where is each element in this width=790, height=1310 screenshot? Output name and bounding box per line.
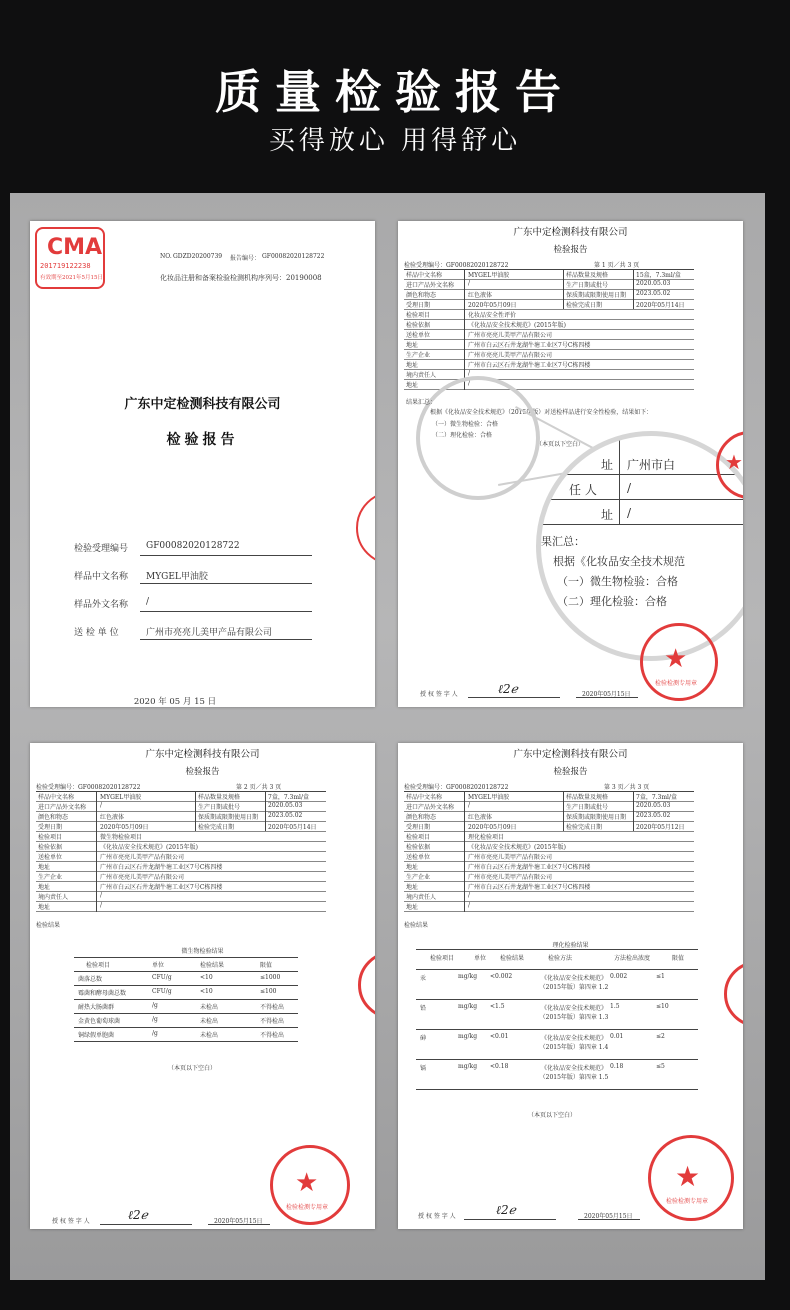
info-row-label: 地址 <box>406 864 419 871</box>
table-cell: 《化妆品安全技术规范》（2015年版）第四章 1.4 <box>539 1035 609 1051</box>
magnifier-large-circle <box>536 431 743 661</box>
table-header-cell: 单位 <box>152 962 165 969</box>
table-cell: <0.01 <box>490 1033 509 1040</box>
table-cell: ≤1000 <box>260 974 281 981</box>
info-row-value: 2020年05月09日 <box>468 824 517 831</box>
table-cell: 耐热大肠菌群 <box>78 1004 115 1011</box>
info-row-value: 广州市亮亮儿美甲产品有限公司 <box>468 332 553 339</box>
cover-field-underline <box>140 611 312 612</box>
info-row-value: 广州市白云区石井龙湖牛塘工业区7号C栋四楼 <box>468 884 591 891</box>
page3-results-label: 检验结果 <box>404 922 429 929</box>
info-row-label2: 生产日期或批号 <box>198 804 241 811</box>
info-row-label: 进口产品外文名称 <box>406 804 455 811</box>
page-subtitle: 买得放心 用得舒心 <box>268 126 522 156</box>
page1-accept-no: 检验受理编号：GF000820201287​22 <box>404 262 509 269</box>
page2-report-title: 检验报告 <box>185 767 220 777</box>
page1-signature: ℓ2ℯ <box>498 682 518 696</box>
info-row-value: 化妆品安全性评价 <box>468 312 517 319</box>
edge-stamp-icon <box>358 951 375 1019</box>
cover-company: 广东中定检测科技有限公司 <box>124 397 281 412</box>
page2-table-title: 微生物检验结果 <box>181 948 224 955</box>
page1-company: 广东中定检测科技有限公司 <box>513 227 628 238</box>
table-cell: 《化妆品安全技术规范》（2015年版）第四章 1.3 <box>539 1005 609 1021</box>
cma-number: 201719122238 <box>40 262 91 270</box>
info-row-value: 红色液体 <box>468 814 493 821</box>
info-row-label: 进口产品外文名称 <box>406 282 455 289</box>
results-table-line <box>416 1059 698 1060</box>
table-cell: <0.18 <box>490 1063 509 1070</box>
info-row-line <box>404 379 694 380</box>
results-table-line <box>416 969 698 970</box>
page2-accept-no: 检验受理编号：GF000820201287​22 <box>36 784 141 791</box>
table-cell: 金黄色葡萄球菌 <box>78 1018 121 1025</box>
info-col-line <box>633 269 634 309</box>
info-row-value: / <box>100 802 103 809</box>
page1-summary-text: 根据《化妆品安全技术规范》（2015年版）对送检样品进行安全性检验，结果如下： <box>430 409 653 416</box>
page1-summary-item1: （一）微生物检验：合格 <box>432 421 499 428</box>
cover-field-label: 送 检 单 位 <box>74 628 119 638</box>
info-col-line <box>195 791 196 831</box>
cover-field-value: 广州市亮亮儿美甲产品有限公司 <box>146 628 273 638</box>
info-row-label: 送检单位 <box>406 854 431 861</box>
page3-report-title: 检验报告 <box>553 767 588 777</box>
info-row-label: 受理日期 <box>38 824 63 831</box>
table-cell: /g <box>152 1030 158 1037</box>
info-row-label: 送检单位 <box>406 332 431 339</box>
info-col-line <box>563 791 564 831</box>
table-cell: 不得检出 <box>260 1004 285 1011</box>
info-row-label2: 检验完成日期 <box>566 824 603 831</box>
info-row-label2: 保质期或限期使用日期 <box>566 814 627 821</box>
magnifier-row-line <box>541 499 743 500</box>
info-row-label: 地址 <box>406 342 419 349</box>
info-row-value: 广州市亮亮儿美甲产品有限公司 <box>468 854 553 861</box>
table-cell: 0.18 <box>610 1063 624 1070</box>
table-cell: /g <box>152 1002 158 1009</box>
info-row-value: 广州市白云区石井龙湖牛塘工业区7号C栋四楼 <box>100 884 223 891</box>
info-row-value2: 7盒，7.3ml/盒 <box>268 794 309 801</box>
info-row-line <box>404 369 694 370</box>
stamp-sub-text: 检验检测专用章 <box>286 1204 329 1211</box>
info-row-value2: 2023.05.02 <box>636 290 671 297</box>
info-col-line <box>265 791 266 831</box>
table-header-cell: 限值 <box>260 962 273 969</box>
info-row-label: 检验项目 <box>406 834 431 841</box>
cover-registry-line: 化妆品注册和备案检验检测机构序列号：20190008 <box>160 274 322 282</box>
info-row-value: 红色液体 <box>100 814 125 821</box>
magnifier-summary-text: 根据《化妆品安全技术规范 <box>553 555 685 568</box>
table-cell: mg/kg <box>458 973 478 980</box>
info-row-value: 广州市白云区石井龙湖牛塘工业区7号C栋四楼 <box>100 864 223 871</box>
report-page-1 <box>398 221 743 707</box>
info-row-label2: 样品数量及规格 <box>566 272 609 279</box>
page2-date: 2020年05月15日 <box>214 1218 263 1225</box>
info-row-value: / <box>468 380 471 387</box>
info-row-value2: 2020年05月14日 <box>268 824 317 831</box>
info-row-label: 送检单位 <box>38 854 63 861</box>
table-cell: <1.5 <box>490 1003 505 1010</box>
table-cell: 不得检出 <box>260 1032 285 1039</box>
info-row-value: 理化检验项目 <box>468 834 505 841</box>
page3-accept-no: 检验受理编号：GF000820201287​22 <box>404 784 509 791</box>
page1-date: 2020年05月15日 <box>582 691 631 698</box>
info-row-value: MYGEL甲油胶 <box>468 272 510 279</box>
cover-report-no-label: 报告编号： <box>230 255 261 262</box>
info-row-value2: 2023.05.02 <box>636 812 671 819</box>
signer-underline <box>468 697 560 698</box>
page1-blank-note: （本页以下空白） <box>536 441 585 448</box>
magnifier-person-label: 任 人 <box>569 483 597 497</box>
info-row-label: 地址 <box>38 864 51 871</box>
report-cover-page <box>30 221 375 707</box>
table-cell: 镉 <box>420 1065 427 1072</box>
info-row-value: 广州市白云区石井龙湖牛塘工业区7号C栋四楼 <box>468 362 591 369</box>
info-row-line <box>404 911 694 912</box>
page2-blank-note: （本页以下空白） <box>168 1065 217 1072</box>
info-row-value: 《化妆品安全技术规范》(2015年版) <box>468 844 566 851</box>
table-cell: 砷 <box>420 1035 427 1042</box>
results-table-line <box>74 1013 298 1014</box>
info-row-line <box>404 831 694 832</box>
info-row-label2: 检验完成日期 <box>198 824 235 831</box>
stamp-star-icon: ★ <box>675 1160 701 1193</box>
table-cell: ≤100 <box>260 988 277 995</box>
info-row-value: 广州市亮亮儿美甲产品有限公司 <box>100 854 185 861</box>
info-row-line <box>36 891 326 892</box>
info-row-line <box>404 891 694 892</box>
cover-field-value: / <box>146 597 150 607</box>
stamp-star-icon: ★ <box>664 644 688 674</box>
stamp-sub-text: 检验检测专用章 <box>655 680 698 687</box>
table-cell: 菌落总数 <box>78 976 103 983</box>
table-header-cell: 检验结果 <box>499 955 524 962</box>
magnifier-person-value: / <box>627 481 632 495</box>
results-table-line <box>74 1027 298 1028</box>
info-row-value2: 2020年05月12日 <box>636 824 685 831</box>
results-table-line <box>416 999 698 1000</box>
info-row-value: 广州市亮亮儿美甲产品有限公司 <box>468 874 553 881</box>
table-cell: ≤2 <box>656 1033 665 1040</box>
company-stamp-icon <box>270 1145 350 1225</box>
info-row-label: 受理日期 <box>406 302 431 309</box>
cover-date: 2020 年 05 月 15 日 <box>133 697 217 707</box>
date-underline <box>576 697 638 698</box>
signer-underline <box>464 1219 556 1220</box>
info-row-label2: 样品数量及规格 <box>198 794 241 801</box>
signer-underline <box>100 1224 192 1225</box>
table-cell: 汞 <box>420 975 427 982</box>
cover-field-value: GF000820201287​22 <box>146 541 240 551</box>
table-header-cell: 检验方法 <box>547 955 572 962</box>
company-stamp-icon <box>356 491 375 565</box>
info-row-label: 境内责任人 <box>38 894 69 901</box>
table-cell: CFU/g <box>152 974 172 981</box>
results-table-line <box>74 971 298 972</box>
info-row-line <box>36 901 326 902</box>
edge-stamp-icon <box>724 961 743 1027</box>
page1-summary-head: 结果汇总： <box>406 399 437 406</box>
info-row-line <box>36 831 326 832</box>
info-row-value: 2020年05月09日 <box>468 302 517 309</box>
table-header-cell: 检验结果 <box>200 962 225 969</box>
info-row-label: 颜色和物态 <box>38 814 69 821</box>
table-header-cell: 方法检出浓度 <box>613 955 650 962</box>
magnifier-item1: （一）微生物检验：合格 <box>557 575 678 588</box>
info-row-label: 地址 <box>38 884 51 891</box>
cover-field-label: 样品外文名称 <box>74 600 129 610</box>
cover-report-no-value: GF000820201287​22 <box>262 253 325 260</box>
info-row-value: / <box>100 902 103 909</box>
magnifier-addr-value: 广州市白 <box>627 458 676 472</box>
page2-company: 广东中定检测科技有限公司 <box>145 749 260 760</box>
table-cell: 0.002 <box>610 973 628 980</box>
page2-page-no: 第 2 页／共 3 页 <box>236 784 282 791</box>
cover-no-label: NO. <box>160 253 172 260</box>
info-row-label: 样品中文名称 <box>406 272 443 279</box>
cover-field-underline <box>140 583 312 584</box>
results-table-line <box>74 1041 298 1042</box>
info-row-label2: 生产日期或批号 <box>566 282 609 289</box>
table-header-cell: 限值 <box>671 955 684 962</box>
info-row-label2: 保质期或限期使用日期 <box>198 814 259 821</box>
table-cell: <10 <box>200 974 213 981</box>
info-row-value: / <box>468 892 471 899</box>
table-cell: 未检出 <box>200 1018 219 1025</box>
info-row-value: 广州市亮亮儿美甲产品有限公司 <box>100 874 185 881</box>
cover-field-label: 样品中文名称 <box>74 572 129 582</box>
results-table-line <box>74 999 298 1000</box>
info-row-value: 广州市亮亮儿美甲产品有限公司 <box>468 352 553 359</box>
magnifier-addr2-label: 址 <box>601 508 614 522</box>
page3-date: 2020年05月15日 <box>584 1213 633 1220</box>
info-row-value: / <box>468 370 471 377</box>
info-col-line <box>464 269 465 390</box>
info-row-label: 地址 <box>406 382 419 389</box>
info-row-value: 红色液体 <box>468 292 493 299</box>
info-row-label: 生产企业 <box>406 874 431 881</box>
info-row-line <box>36 911 326 912</box>
date-underline <box>208 1224 270 1225</box>
page2-signer-label: 授 权 签 字 人 <box>52 1218 90 1225</box>
magnifier-row-line <box>541 474 743 475</box>
info-row-label: 颜色和物态 <box>406 814 437 821</box>
info-row-value2: 2023.05.02 <box>268 812 303 819</box>
cma-valid-date: 有效期至2021年5月15日 <box>40 275 103 281</box>
info-row-label: 地址 <box>406 904 419 911</box>
info-col-line <box>464 791 465 912</box>
page3-page-no: 第 3 页／共 3 页 <box>604 784 650 791</box>
info-col-line <box>633 791 634 831</box>
table-cell: 《化妆品安全技术规范》（2015年版）第四章 1.5 <box>539 1065 609 1081</box>
page1-summary-item2: （二）理化检验：合格 <box>432 432 493 439</box>
table-cell: 《化妆品安全技术规范》（2015年版）第四章 1.2 <box>539 975 609 991</box>
stamp-sub-text: 检验检测专用章 <box>666 1198 709 1205</box>
info-row-label: 生产企业 <box>406 352 431 359</box>
info-row-label: 地址 <box>406 884 419 891</box>
info-row-value2: 2020.05.03 <box>636 280 671 287</box>
info-row-label: 检验项目 <box>406 312 431 319</box>
page3-company: 广东中定检测科技有限公司 <box>513 749 628 760</box>
company-stamp-icon <box>640 623 718 701</box>
table-cell: 未检出 <box>200 1032 219 1039</box>
magnifier-summary-head: 果汇总： <box>541 535 585 548</box>
info-row-line <box>404 901 694 902</box>
table-header-cell: 单位 <box>473 955 486 962</box>
info-row-line <box>404 309 694 310</box>
table-cell: 1.5 <box>610 1003 620 1010</box>
report-page-3 <box>398 743 743 1229</box>
info-row-label: 受理日期 <box>406 824 431 831</box>
page1-report-title: 检验报告 <box>553 245 588 255</box>
date-underline <box>578 1219 640 1220</box>
cover-field-underline <box>140 555 312 556</box>
cover-field-underline <box>140 639 312 640</box>
report-page-2 <box>30 743 375 1229</box>
table-cell: <10 <box>200 988 213 995</box>
table-cell: 不得检出 <box>260 1018 285 1025</box>
magnifier-item2: （二）理化检验：合格 <box>557 595 667 608</box>
info-row-label2: 检验完成日期 <box>566 302 603 309</box>
page3-table-title: 理化检验结果 <box>552 942 589 949</box>
results-table-line <box>416 1029 698 1030</box>
results-table-top <box>416 949 698 950</box>
table-cell: <0.002 <box>490 973 513 980</box>
info-row-value: / <box>468 902 471 909</box>
info-row-value: MYGEL甲油胶 <box>100 794 142 801</box>
page2-results-label: 检验结果 <box>36 922 61 929</box>
magnifier-addr-label: 址 <box>601 458 614 472</box>
info-row-value: 广州市白云区石井龙湖牛塘工业区7号C栋四楼 <box>468 342 591 349</box>
info-row-label2: 保质期或限期使用日期 <box>566 292 627 299</box>
results-table-line <box>416 1089 698 1090</box>
info-row-value: 《化妆品安全技术规范》(2015年版) <box>100 844 198 851</box>
table-cell: CFU/g <box>152 988 172 995</box>
cover-no-value: GDZD20200739 <box>173 253 223 260</box>
results-table-line <box>74 985 298 986</box>
info-row-value: / <box>100 892 103 899</box>
table-cell: mg/kg <box>458 1003 478 1010</box>
page3-signature: ℓ2ℯ <box>496 1203 516 1217</box>
cover-field-value: MYGEL甲油胶 <box>146 572 208 582</box>
info-row-label: 进口产品外文名称 <box>38 804 87 811</box>
info-row-label: 生产企业 <box>38 874 63 881</box>
stamp-star-icon: ★ <box>725 450 743 474</box>
info-row-label2: 样品数量及规格 <box>566 794 609 801</box>
info-row-label: 样品中文名称 <box>38 794 75 801</box>
table-cell: 铅 <box>420 1005 427 1012</box>
cover-report-title: 检验报告 <box>166 432 239 448</box>
cma-logo-text: CMA <box>47 235 103 260</box>
info-row-value2: 2020.05.03 <box>636 802 671 809</box>
info-row-value: / <box>468 280 471 287</box>
table-cell: ≤5 <box>656 1063 665 1070</box>
cma-seal-icon <box>35 227 105 289</box>
magnifier-row-line <box>541 524 743 525</box>
info-row-label2: 生产日期或批号 <box>566 804 609 811</box>
info-row-value2: 2020年05月14日 <box>636 302 685 309</box>
table-cell: mg/kg <box>458 1033 478 1040</box>
magnifier-col-line <box>619 436 620 524</box>
info-row-label: 样品中文名称 <box>406 794 443 801</box>
info-row-label: 检验依据 <box>406 844 431 851</box>
info-row-value: 2020年05月09日 <box>100 824 149 831</box>
info-col-line <box>96 791 97 912</box>
table-header-cell: 检验项目 <box>86 962 111 969</box>
company-stamp-icon <box>648 1135 734 1221</box>
page3-blank-note: （本页以下空白） <box>528 1112 577 1119</box>
stamp-star-icon: ★ <box>295 1168 319 1198</box>
table-cell: 霉菌和酵母菌总数 <box>78 990 127 997</box>
info-row-value2: 2020.05.03 <box>268 802 303 809</box>
info-row-value: 微生物检验项目 <box>100 834 143 841</box>
info-row-value: 《化妆品安全技术规范》(2015年版) <box>468 322 566 329</box>
table-cell: 未检出 <box>200 1004 219 1011</box>
info-row-label: 境内责任人 <box>406 372 437 379</box>
table-cell: 0.01 <box>610 1033 624 1040</box>
results-table-top <box>74 957 298 958</box>
info-row-label: 检验依据 <box>406 322 431 329</box>
table-cell: ≤1 <box>656 973 665 980</box>
info-row-label: 地址 <box>406 362 419 369</box>
table-cell: 铜绿假单胞菌 <box>78 1032 115 1039</box>
page2-signature: ℓ2ℯ <box>128 1208 148 1222</box>
magnifier-addr2-value: / <box>627 506 632 520</box>
info-row-value2: 7盒，7.3ml/盒 <box>636 794 677 801</box>
info-row-value: MYGEL甲油胶 <box>468 794 510 801</box>
info-col-line <box>563 269 564 309</box>
info-row-label: 检验依据 <box>38 844 63 851</box>
table-cell: mg/kg <box>458 1063 478 1070</box>
info-row-label: 颜色和物态 <box>406 292 437 299</box>
info-row-label: 检验项目 <box>38 834 63 841</box>
info-row-label: 境内责任人 <box>406 894 437 901</box>
page1-page-no: 第 1 页／共 3 页 <box>594 262 640 269</box>
info-row-label: 地址 <box>38 904 51 911</box>
table-cell: ≤10 <box>656 1003 669 1010</box>
page3-signer-label: 授 权 签 字 人 <box>418 1213 456 1220</box>
info-row-value: / <box>468 802 471 809</box>
page1-signer-label: 授 权 签 字 人 <box>420 691 458 698</box>
page-title: 质量检验报告 <box>215 65 575 119</box>
table-cell: /g <box>152 1016 158 1023</box>
info-row-value: 广州市白云区石井龙湖牛塘工业区7号C栋四楼 <box>468 864 591 871</box>
table-header-cell: 检验项目 <box>429 955 454 962</box>
info-row-value2: 15盒，7.3ml/盒 <box>636 272 681 279</box>
cover-field-label: 检验受理编号 <box>74 544 129 554</box>
